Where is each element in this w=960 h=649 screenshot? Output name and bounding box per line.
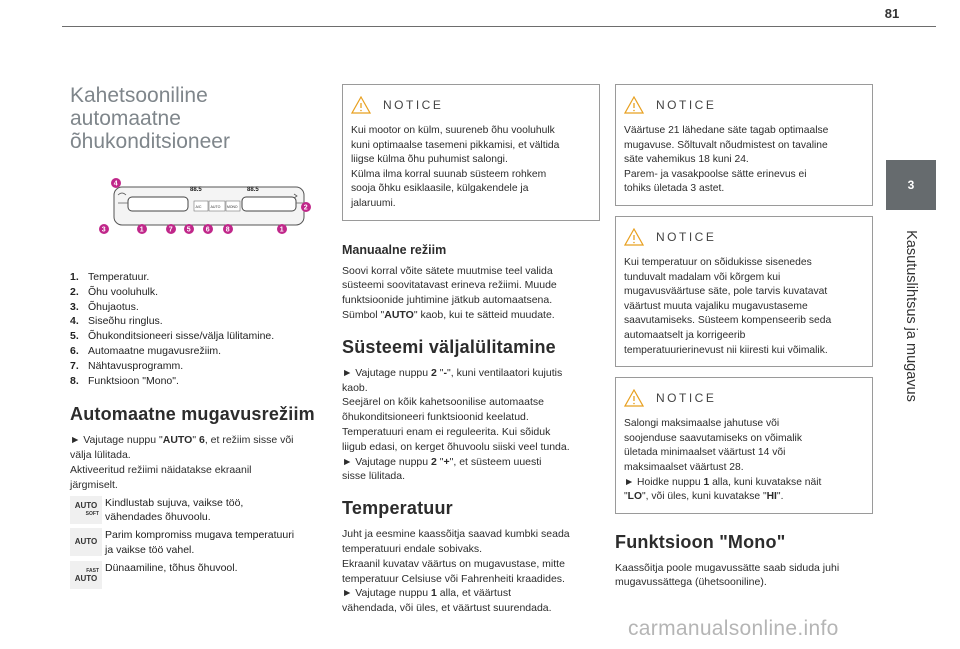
manual-mode-heading: Manuaalne režiim: [342, 242, 447, 257]
legend-item: 3. Õhujaotus.: [70, 300, 139, 313]
notice-title: NOTICE: [656, 98, 717, 112]
auto-mode-heading: Automaatne mugavusrežiim: [70, 404, 315, 425]
chapter-title: [886, 216, 936, 416]
label-7: [166, 224, 176, 234]
label-6: [203, 224, 213, 234]
top-rule: [62, 26, 936, 27]
label-1-right: [277, 224, 287, 234]
mode-row-soft: AUTO SOFT Kindlustab sujuva, vaikse töö, vähendades õhuvoolu.: [70, 496, 326, 526]
chapter-title-text: Kasutuslihtsus ja mugavus: [903, 230, 920, 402]
notice-box: NOTICE Väärtuse 21 lähedane säte tagab optimaalse mugavuse. Sõltuvalt nõudmistest on tavaline säte vahemikus 18 kuni 24. Parem- ja vasakpoolse sätte erinevus ei tohiks ületada 3 astet.: [615, 84, 873, 206]
column-left: [70, 84, 326, 589]
legend-item: 1. Temperatuur.: [70, 271, 150, 283]
svg-text:1: 1: [279, 226, 284, 234]
auto-fast-icon: FAST AUTO: [70, 561, 102, 589]
legend-item: 8. Funktsioon "Mono".: [70, 374, 179, 387]
auto-soft-icon: AUTO SOFT: [70, 496, 102, 524]
climate-control-panel-diagram: [82, 177, 312, 237]
title-line: Kahetsooniline: [70, 84, 208, 107]
watermark: carmanualsonline.info: [628, 617, 839, 640]
auto-mode-text: ► Vajutage nuppu "AUTO" 6, et režiim sisse või välja lülitada. Aktiveeritud režiimi näidatakse ekraanil järgmiselt.: [70, 434, 294, 491]
svg-text:7: 7: [168, 226, 173, 234]
column-middle: [342, 84, 600, 616]
mono-button-label: MONO: [227, 205, 238, 209]
svg-text:1: 1: [139, 226, 144, 234]
system-off-heading: Süsteemi väljalülitamine: [342, 336, 556, 357]
temperature-heading: Temperatuur: [342, 498, 453, 519]
page-number: 81: [884, 6, 900, 21]
display-right: 88.5: [247, 187, 259, 193]
auto-icon: AUTO: [70, 528, 102, 556]
label-2: [301, 202, 311, 212]
svg-text:5: 5: [186, 226, 191, 234]
legend-item: 7. Nähtavusprogramm.: [70, 359, 184, 372]
legend-list: [70, 270, 326, 388]
svg-text:6: 6: [205, 226, 210, 234]
label-1-left: [137, 224, 147, 234]
warning-triangle-icon: [624, 96, 644, 114]
mono-heading: Funktsioon "Mono": [615, 531, 786, 552]
legend-item: 4. Siseõhu ringlus.: [70, 315, 163, 328]
legend-item: 5. Õhukonditsioneeri sisse/välja lülitamine.: [70, 330, 275, 343]
auto-button-label: AUTO: [210, 205, 221, 209]
notice-title: NOTICE: [656, 229, 717, 244]
svg-text:2: 2: [303, 204, 308, 212]
mode-row-normal: AUTO Parim kompromiss mugava temperatuuri ja vaikse töö vahel.: [70, 528, 326, 558]
svg-text:4: 4: [113, 180, 118, 188]
svg-text:3: 3: [101, 226, 106, 234]
left-temp-rocker: [128, 197, 188, 211]
legend-item: 6. Automaatne mugavusrežiim.: [70, 344, 222, 357]
ac-button-label: A/C: [195, 205, 202, 209]
column-right: [615, 84, 873, 590]
label-5: [184, 224, 194, 234]
title-line: õhukonditsioneer: [70, 130, 230, 153]
notice-box: NOTICE Kui mootor on külm, suureneb õhu vooluhulk kuni optimaalse tasemeni pikkamisi, et vältida liigse külma õhu puhumist salongi. Külma ilma korral suunab süsteem rohkem sooja õhku esiklaasile, külgakendele ja jalaruumi.: [342, 84, 600, 221]
title-line: automaatne: [70, 107, 181, 130]
mono-text: Kaassõitja poole mugavussätte saab siduda juhi mugavussättega (ühetsooniline).: [615, 561, 840, 589]
warning-triangle-icon: [624, 389, 644, 407]
temperature-text: Juht ja eesmine kaassõitja saavad kumbki seada temperatuuri endale sobivaks. Ekraanil kuvatav väärtus on mugavustase, mitte temperatuur Celsiuse või Fahrenheiti kraadides. ► Vajutage nuppu 1 alla, et väärtust vähendada, või üles, et väärtust suurendada.: [342, 528, 570, 615]
notice-title: NOTICE: [383, 98, 444, 112]
warning-triangle-icon: [351, 96, 371, 114]
label-8: [223, 224, 233, 234]
display-left: 88.5: [190, 187, 202, 193]
right-temp-rocker: [242, 197, 296, 211]
warning-triangle-icon: [624, 228, 644, 246]
notice-box: NOTICE Kui temperatuur on sõidukisse sisenedes tunduvalt madalam või kõrgem kui mugavusväärtuse säte, pole tarvis kuvatavat väärtust muuta vajaliku mugavustaseme saavutamiseks. Süsteem kompenseerib seda automaatselt ja korrigeerib temperatuurierinevust nii kiiresti kui võimalik.: [615, 216, 873, 367]
chapter-number-tab: 3: [886, 160, 936, 210]
notice-title: NOTICE: [656, 391, 717, 406]
label-3: [99, 224, 109, 234]
legend-item: 2. Õhu vooluhulk.: [70, 285, 159, 298]
manual-mode-text: Soovi korral võite sätete muutmise teel valida süsteemi soovitatavast erineva režiimi. Muude funktsioonide juhtimine jätkub automaatsena. Sümbol "AUTO" kaob, kui te sätteid muudate.: [342, 264, 557, 321]
notice-box: NOTICE Salongi maksimaalse jahutuse või soojenduse saavutamiseks on võimalik ületada minimaalset väärtust 14 või maksimaalset väärtust 28. ► Hoidke nuppu 1 alla, kuni kuvatakse näit "LO", või üles, kuni kuvatakse "HI".: [615, 377, 873, 514]
system-off-text: ► Vajutage nuppu 2 "-", kuni ventilaatori kujutis kaob. Seejärel on kõik kahetsoonilise automaatse õhukonditsioneeri funktsioonid keelatud. Temperatuuri enam ei reguleerita. Kui sõiduk liigub edasi, on kerget õhuvoolu siiski veel tunda. ► Vajutage nuppu 2 "+", et süsteem uuesti sisse lülitada.: [342, 366, 570, 483]
label-4: [111, 178, 121, 188]
section-title: [70, 84, 326, 153]
mode-row-fast: FAST AUTO Dünaamiline, tõhus õhuvool.: [70, 561, 326, 589]
svg-text:8: 8: [225, 226, 230, 234]
